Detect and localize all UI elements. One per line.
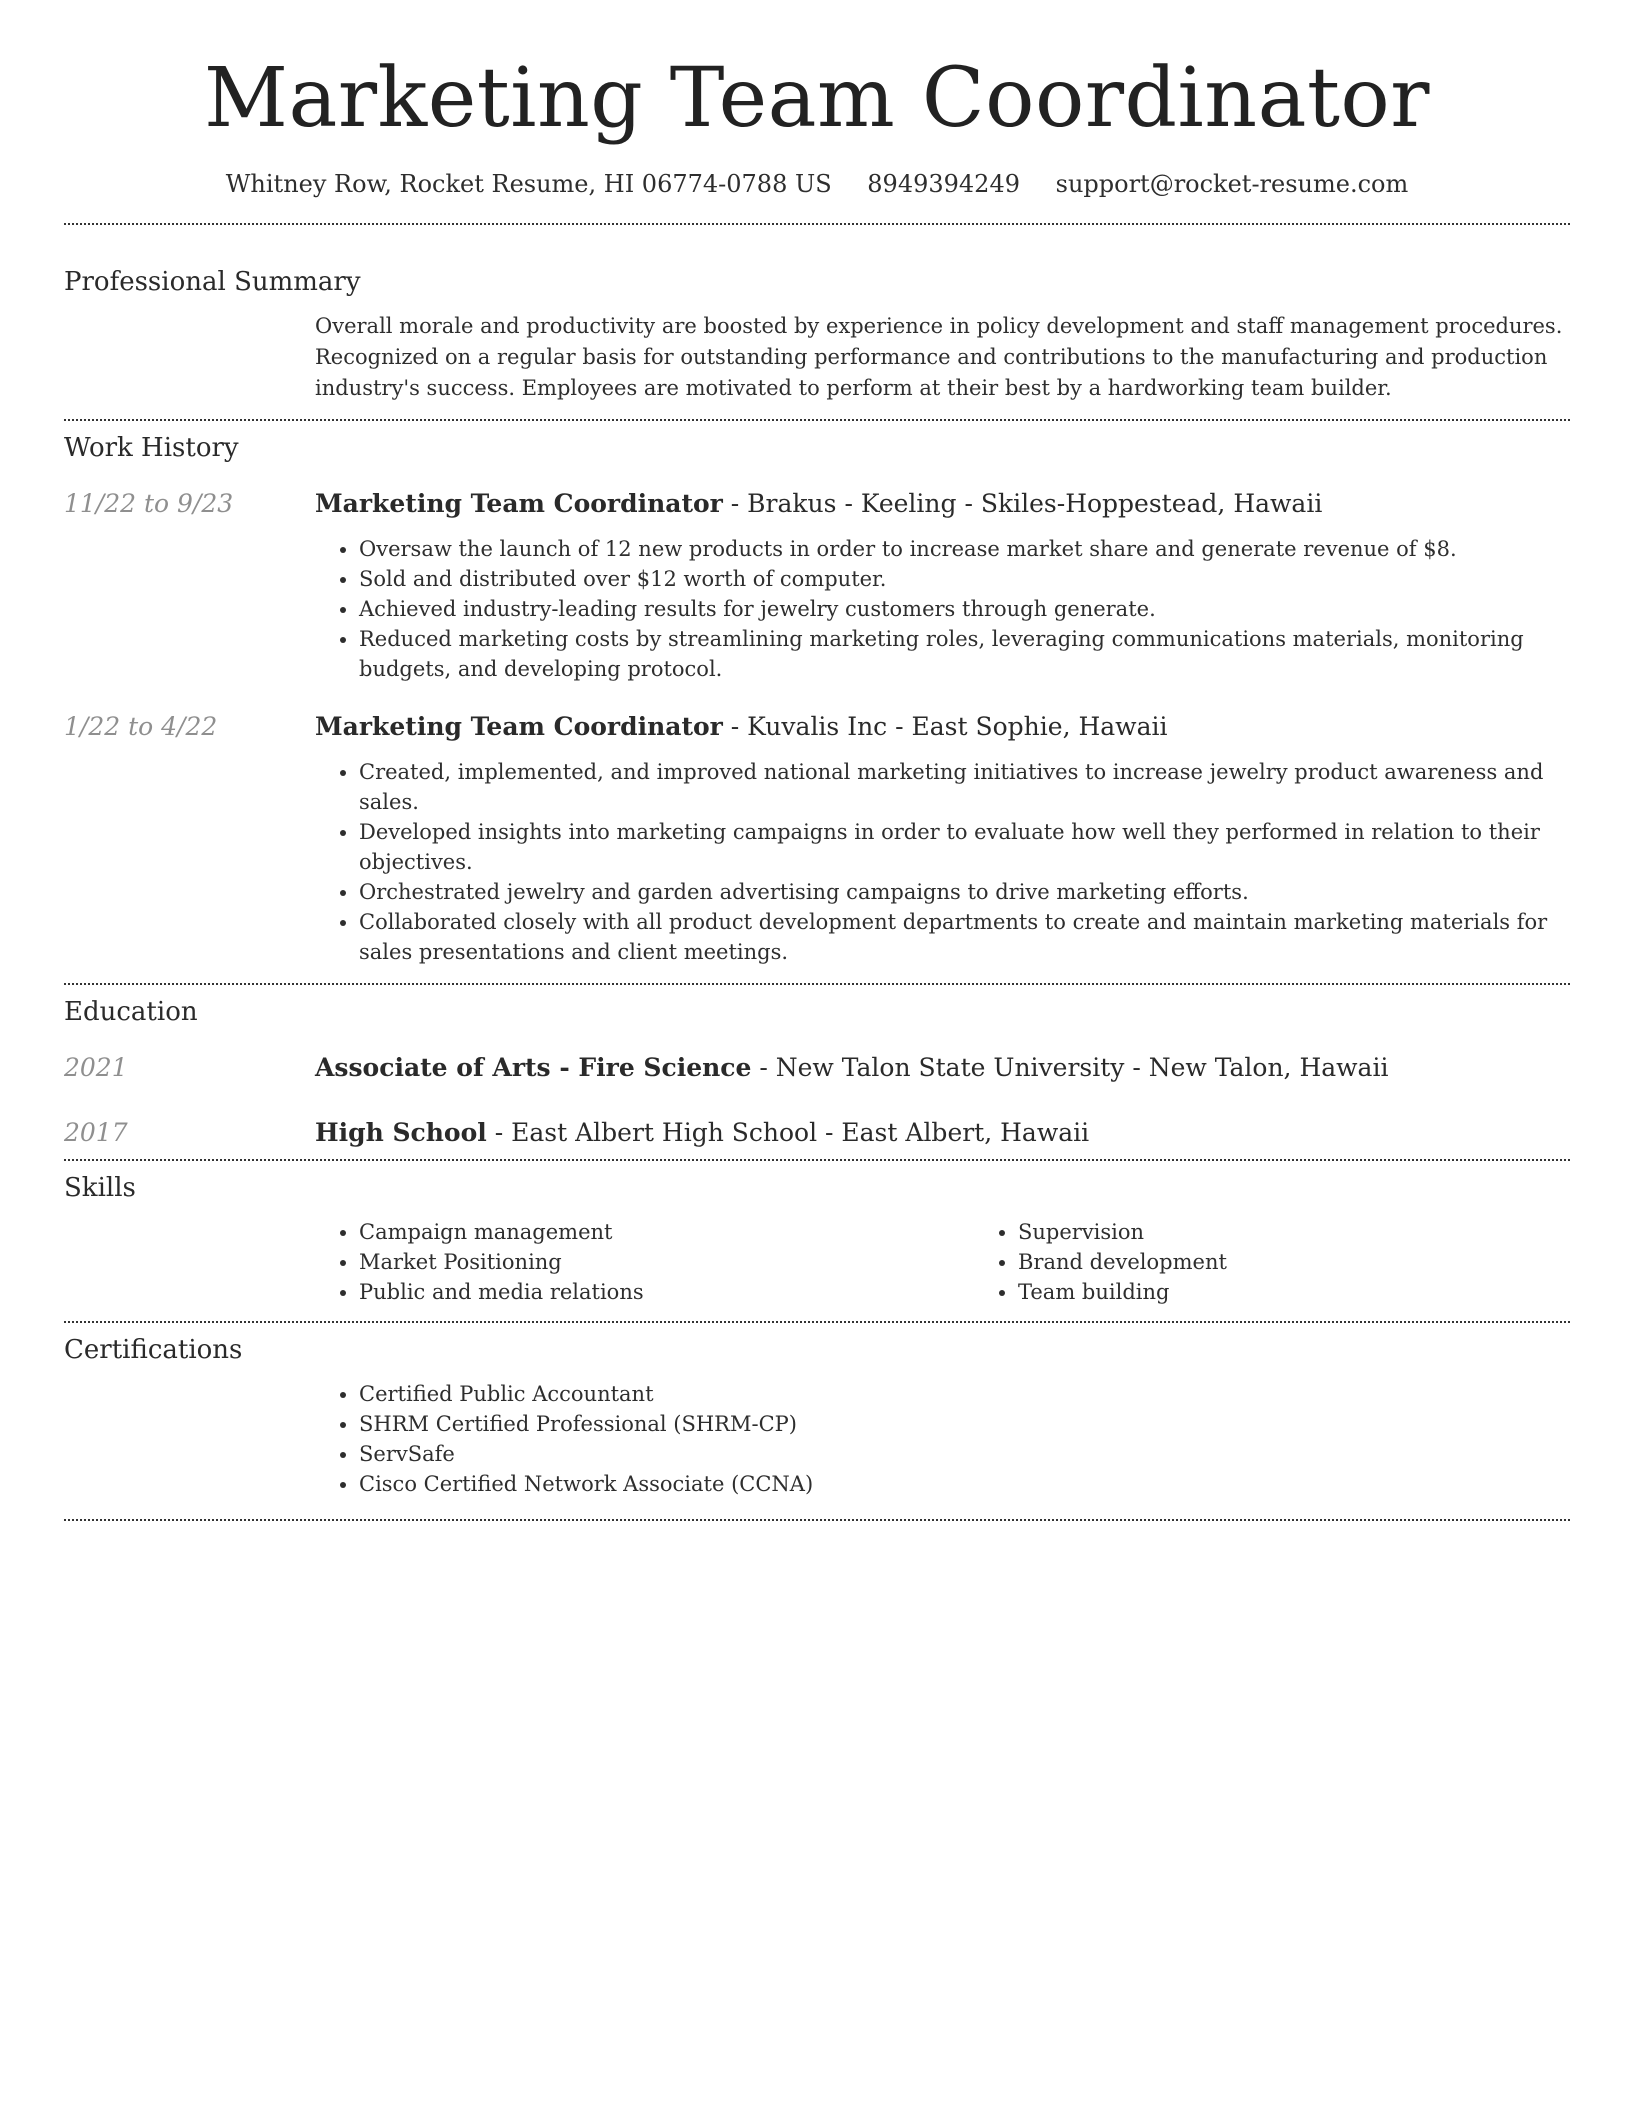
contact-line	[64, 170, 1570, 198]
skills-list-right	[974, 1217, 1632, 1307]
certification-item: • SHRM Certified Professional (SHRM-CP)	[359, 1409, 1570, 1439]
list-item: • Collaborated closely with all product development departments to create and maintain marketing materials for sales presentations and client meetings.	[359, 907, 1570, 967]
divider	[64, 1321, 1570, 1323]
skill-item: • Supervision	[1018, 1217, 1632, 1247]
section-education	[64, 997, 1570, 1147]
list-item: • Reduced marketing costs by streamlining marketing roles, leveraging communications materials, monitoring budgets, and developing protocol.	[359, 624, 1570, 684]
education-degree: Associate of Arts - Fire Science	[315, 1053, 752, 1083]
job-details: - Kuvalis Inc - East Sophie, Hawaii	[722, 712, 1168, 742]
section-certifications	[64, 1335, 1570, 1499]
certifications-content	[315, 1379, 1570, 1499]
skill-item: • Team building	[1018, 1277, 1632, 1307]
certifications-list	[315, 1379, 1570, 1499]
section-work-history	[64, 433, 1570, 967]
section-title-skills: Skills	[64, 1173, 136, 1204]
job-position: Marketing Team Coordinator	[315, 712, 723, 742]
contact-address: Whitney Row, Rocket Resume, HI 06774-0788 US	[225, 170, 832, 199]
contact-phone: 8949394249	[867, 170, 1020, 199]
job-heading	[315, 489, 1570, 518]
skills-list-left	[315, 1217, 974, 1307]
skill-item: • Market Positioning	[359, 1247, 974, 1277]
job-dates: 11/22 to 9/23	[64, 489, 234, 519]
education-details: - East Albert High School - East Albert, Hawaii	[486, 1118, 1090, 1148]
education-year: 2021	[64, 1053, 128, 1083]
skills-grid	[315, 1217, 1570, 1307]
education-entry	[64, 1118, 1570, 1147]
certification-item: • ServSafe	[359, 1439, 1570, 1469]
list-item: • Achieved industry-leading results for jewelry customers through generate.	[359, 594, 1570, 624]
job-body	[315, 489, 1570, 684]
education-entry	[64, 1053, 1570, 1082]
section-title-certifications: Certifications	[64, 1335, 243, 1366]
divider	[64, 419, 1570, 421]
summary-text: Overall morale and productivity are boosted by experience in policy development and staff management procedures. Recognized on a regular basis for outstanding performance and contributions to the manufacturing and production industry's success. Employees are motivated to perform at their best by a hardworking team builder.	[315, 314, 1563, 401]
job-bullets	[315, 534, 1570, 684]
skill-item: • Campaign management	[359, 1217, 974, 1247]
divider	[64, 983, 1570, 985]
section-title-education: Education	[64, 997, 198, 1028]
list-item: • Developed insights into marketing campaigns in order to evaluate how well they performed in relation to their objectives.	[359, 817, 1570, 877]
job-heading	[315, 712, 1570, 741]
section-skills	[64, 1173, 1570, 1307]
certification-item: • Certified Public Accountant	[359, 1379, 1570, 1409]
education-heading	[315, 1053, 1570, 1082]
job-dates: 1/22 to 4/22	[64, 712, 218, 742]
job-position: Marketing Team Coordinator	[315, 489, 723, 519]
divider	[64, 1159, 1570, 1161]
resume-name: Marketing Team Coordinator	[204, 51, 1430, 146]
job-entry	[64, 489, 1570, 684]
divider	[64, 223, 1570, 225]
divider	[64, 1519, 1570, 1521]
resume-page	[64, 0, 1570, 1521]
job-body	[315, 712, 1570, 967]
contact-email: support@rocket-resume.com	[1055, 170, 1409, 199]
list-item: • Oversaw the launch of 12 new products in order to increase market share and generate revenue of $8.	[359, 534, 1570, 564]
section-title-work: Work History	[64, 433, 239, 464]
list-item: • Orchestrated jewelry and garden advertising campaigns to drive marketing efforts.	[359, 877, 1570, 907]
education-heading	[315, 1118, 1570, 1147]
job-bullets	[315, 757, 1570, 967]
skill-item: • Public and media relations	[359, 1277, 974, 1307]
list-item: • Sold and distributed over $12 worth of computer.	[359, 564, 1570, 594]
skill-item: • Brand development	[1018, 1247, 1632, 1277]
section-summary	[64, 267, 1570, 404]
job-details: - Brakus - Keeling - Skiles-Hoppestead, Hawaii	[722, 489, 1323, 519]
education-details: - New Talon State University - New Talon, Hawaii	[751, 1053, 1389, 1083]
education-degree: High School	[315, 1118, 487, 1148]
list-item: • Created, implemented, and improved national marketing initiatives to increase jewelry product awareness and sales.	[359, 757, 1570, 817]
section-title-summary: Professional Summary	[64, 267, 361, 298]
certification-item: • Cisco Certified Network Associate (CCNA)	[359, 1469, 1570, 1499]
job-entry	[64, 712, 1570, 967]
education-year: 2017	[64, 1118, 128, 1148]
